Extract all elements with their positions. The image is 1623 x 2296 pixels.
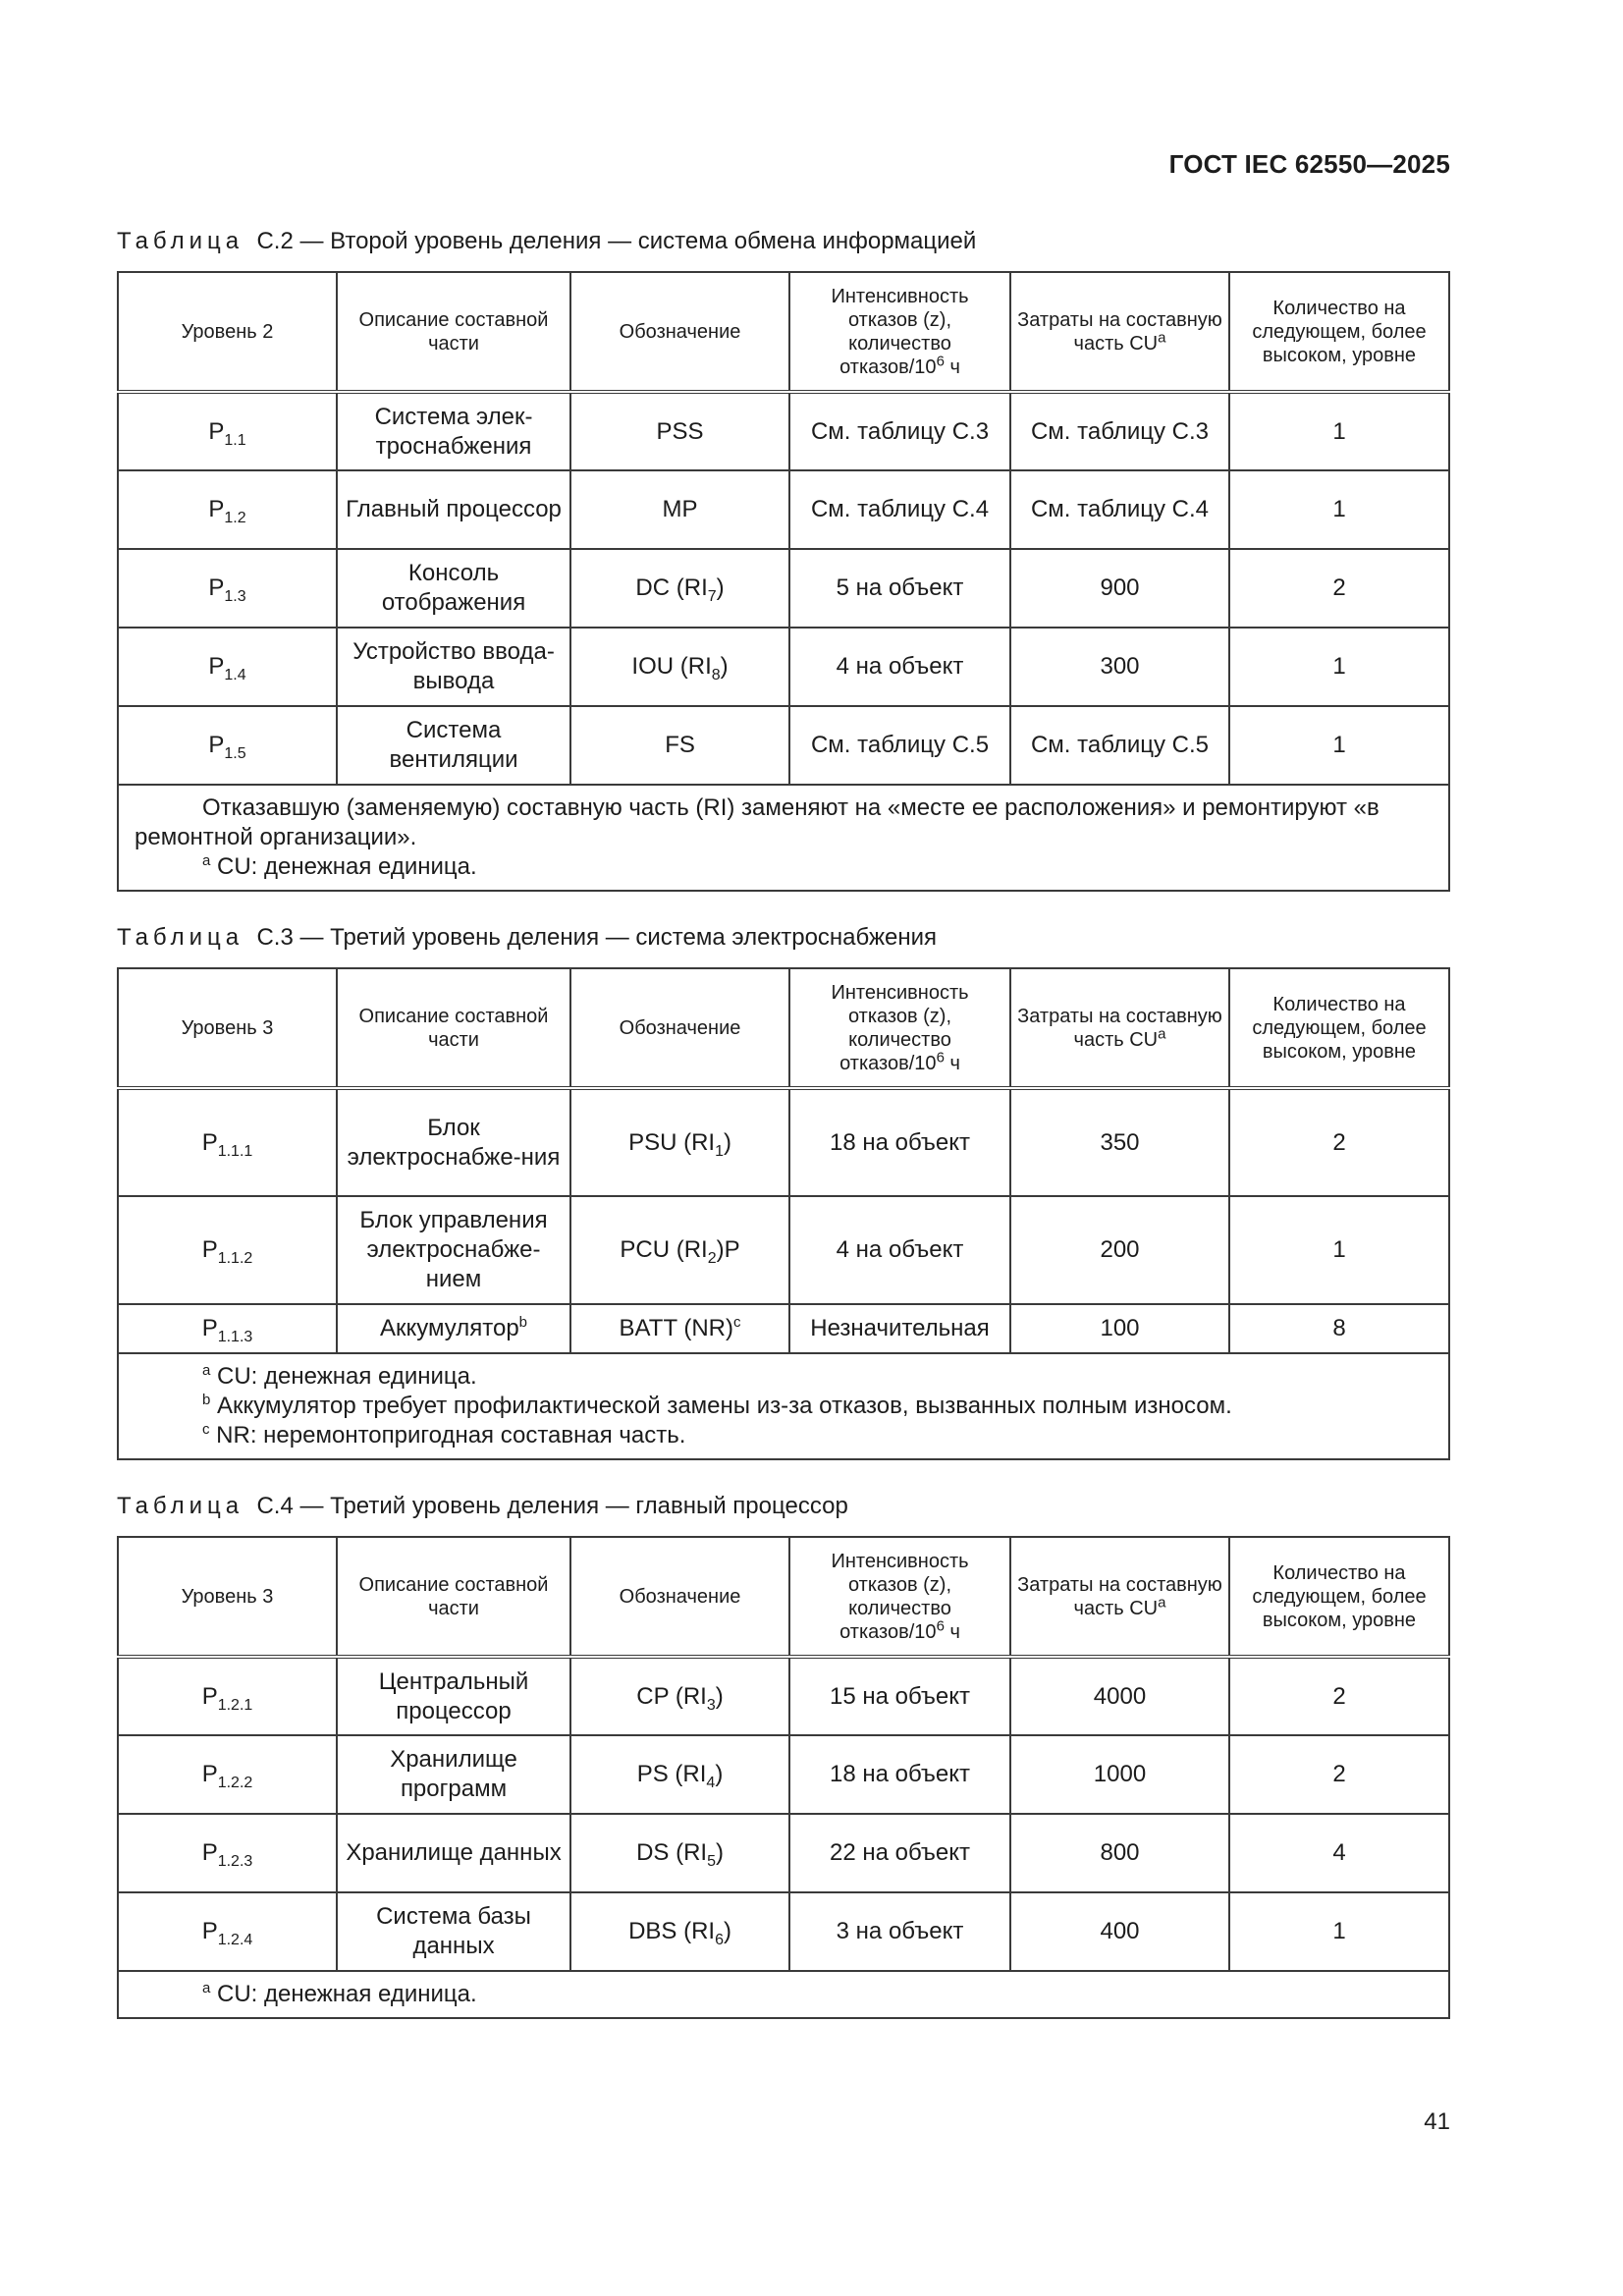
- cell-cost: 350: [1010, 1088, 1229, 1196]
- table-row: [118, 1088, 1449, 1196]
- cell-designation: [570, 1304, 789, 1353]
- footnote-text: CU: денежная единица.: [210, 1363, 477, 1390]
- header-description: Описание составной части: [337, 1537, 570, 1657]
- header-designation: Обозначение: [570, 968, 789, 1088]
- table-notes: [118, 1971, 1449, 2018]
- header-intensity-text: Интенсивность отказов (z), количество отказов/10: [831, 1550, 969, 1643]
- caption-text: C.4 — Третий уровень деления — главный процессор: [256, 1493, 848, 1519]
- designation-end: ): [723, 1918, 731, 1944]
- cell-intensity: См. таблицу C.5: [789, 706, 1010, 785]
- header-intensity-text: Интенсивность отказов (z), количество отказов/10: [831, 981, 969, 1074]
- table-c4-caption: [117, 1493, 848, 1520]
- cell-quantity: 1: [1229, 392, 1449, 470]
- designation-text: PCU (RI: [620, 1236, 708, 1263]
- table-row: [118, 1892, 1449, 1971]
- designation-subscript: 7: [707, 587, 717, 605]
- designation-text: PS (RI: [636, 1761, 707, 1787]
- cell-description: Блок электроснабже-ния: [337, 1088, 570, 1196]
- caption-text: C.3 — Третий уровень деления — система электроснабжения: [256, 924, 938, 951]
- level-letter: P: [201, 1839, 218, 1866]
- table-header-row: [118, 968, 1449, 1088]
- cell-level: [118, 1088, 337, 1196]
- cell-quantity: 1: [1229, 706, 1449, 785]
- cell-description: Блок управления электроснабже-нием: [337, 1196, 570, 1304]
- level-subscript: 1.5: [224, 744, 246, 762]
- table-note: Отказавшую (заменяемую) составную часть (RI) заменяют на «месте ее расположения» и ремонтируют «в ремонтной организации».: [135, 794, 1380, 850]
- cell-intensity: См. таблицу C.4: [789, 470, 1010, 549]
- designation-subscript: 6: [715, 1931, 724, 1948]
- table-row: [118, 628, 1449, 706]
- cell-designation: [570, 1892, 789, 1971]
- cell-level: [118, 1735, 337, 1814]
- header-level: Уровень 3: [118, 1537, 337, 1657]
- level-letter: P: [208, 732, 225, 758]
- header-description: Описание составной части: [337, 272, 570, 392]
- footnote-mark: c: [202, 1421, 210, 1438]
- cell-level: [118, 549, 337, 628]
- caption-text: C.2 — Второй уровень деления — система обмена информацией: [256, 228, 977, 254]
- cell-cost: 800: [1010, 1814, 1229, 1892]
- cell-designation: [570, 549, 789, 628]
- level-subscript: 1.2.2: [217, 1774, 253, 1791]
- header-intensity-exp: 6: [936, 352, 945, 369]
- cell-intensity: 4 на объект: [789, 628, 1010, 706]
- level-subscript: 1.1.3: [217, 1328, 253, 1345]
- designation-subscript: 5: [707, 1852, 716, 1870]
- cell-cost: 200: [1010, 1196, 1229, 1304]
- header-intensity-unit: ч: [944, 355, 960, 378]
- table-row: [118, 1196, 1449, 1304]
- level-letter: P: [201, 1761, 218, 1787]
- header-intensity: [789, 1537, 1010, 1657]
- level-subscript: 1.2.3: [217, 1852, 253, 1870]
- header-intensity: [789, 968, 1010, 1088]
- level-letter: P: [201, 1918, 218, 1944]
- designation-subscript: 3: [706, 1696, 716, 1714]
- header-intensity-exp: 6: [936, 1616, 945, 1634]
- footnote-text: NR: неремонтопригодная составная часть.: [209, 1422, 686, 1449]
- footnote-text: Аккумулятор требует профилактической замены из-за отказов, вызванных полным износом.: [210, 1393, 1232, 1419]
- table-header-row: [118, 1537, 1449, 1657]
- cell-cost: 400: [1010, 1892, 1229, 1971]
- level-letter: P: [208, 417, 225, 445]
- level-subscript: 1.1: [224, 431, 246, 449]
- header-intensity-unit: ч: [944, 1052, 960, 1074]
- table-notes-row: [118, 785, 1449, 891]
- table-row: [118, 706, 1449, 785]
- cell-designation: [570, 1196, 789, 1304]
- cell-description: Устройство ввода-вывода: [337, 628, 570, 706]
- designation-end: ): [715, 1839, 724, 1866]
- cell-description: Хранилище данных: [337, 1814, 570, 1892]
- level-letter: P: [208, 496, 225, 522]
- header-level: Уровень 3: [118, 968, 337, 1088]
- cell-quantity: 8: [1229, 1304, 1449, 1353]
- table-row: [118, 392, 1449, 470]
- cell-level: [118, 1196, 337, 1304]
- cell-designation: [570, 628, 789, 706]
- cell-level: [118, 706, 337, 785]
- footnote: [135, 1392, 1434, 1421]
- cell-quantity: 1: [1229, 628, 1449, 706]
- footnote-text: CU: денежная единица.: [210, 853, 477, 880]
- table-row: [118, 1657, 1449, 1735]
- designation-text: DBS (RI: [628, 1918, 716, 1944]
- designation-subscript: 1: [715, 1142, 724, 1160]
- level-letter: P: [201, 1128, 218, 1156]
- cell-designation: [570, 1088, 789, 1196]
- cell-cost: 300: [1010, 628, 1229, 706]
- footnote-mark: a: [202, 852, 211, 869]
- cell-quantity: 4: [1229, 1814, 1449, 1892]
- caption-word: Таблица: [117, 924, 244, 951]
- designation-end: )P: [716, 1236, 740, 1263]
- designation-subscript: 8: [711, 666, 721, 683]
- table-notes-row: [118, 1353, 1449, 1459]
- level-subscript: 1.2.1: [217, 1696, 253, 1714]
- footnote-mark: a: [202, 1980, 211, 1996]
- cell-level: [118, 1304, 337, 1353]
- level-letter: P: [201, 1315, 218, 1341]
- cell-designation: FS: [570, 706, 789, 785]
- cell-designation: [570, 1814, 789, 1892]
- cell-level: [118, 1892, 337, 1971]
- designation-subscript: 2: [707, 1249, 717, 1267]
- cell-designation: [570, 1657, 789, 1735]
- header-cost-text: Затраты на составную часть CU: [1017, 308, 1222, 355]
- cell-description: [337, 1304, 570, 1353]
- footnote: [135, 1362, 1434, 1392]
- designation-text: BATT (NR): [619, 1315, 733, 1341]
- designation-text: CP (RI: [636, 1682, 707, 1710]
- header-cost: [1010, 968, 1229, 1088]
- cell-level: [118, 1657, 337, 1735]
- table-notes-row: [118, 1971, 1449, 2018]
- description-footnote-mark: b: [518, 1314, 528, 1331]
- footnote-text: CU: денежная единица.: [210, 1981, 477, 2007]
- page-header: ГОСТ IEC 62550—2025: [1168, 149, 1450, 179]
- table-notes: [118, 1353, 1449, 1459]
- cell-intensity: См. таблицу C.3: [789, 392, 1010, 470]
- header-cost: [1010, 1537, 1229, 1657]
- cell-level: [118, 470, 337, 549]
- level-subscript: 1.3: [224, 587, 246, 605]
- header-intensity-unit: ч: [944, 1620, 960, 1643]
- level-letter: P: [208, 574, 225, 601]
- table-row: [118, 470, 1449, 549]
- cell-description: Система базы данных: [337, 1892, 570, 1971]
- level-letter: P: [208, 653, 225, 680]
- table-row: [118, 1735, 1449, 1814]
- header-level: Уровень 2: [118, 272, 337, 392]
- cell-intensity: Незначительная: [789, 1304, 1010, 1353]
- cell-quantity: 1: [1229, 470, 1449, 549]
- cell-intensity: 22 на объект: [789, 1814, 1010, 1892]
- table-c3: [117, 967, 1450, 1460]
- designation-text: IOU (RI: [631, 653, 712, 680]
- header-intensity-exp: 6: [936, 1048, 945, 1066]
- header-description: Описание составной части: [337, 968, 570, 1088]
- page-number: 41: [1424, 2108, 1450, 2135]
- designation-end: ): [716, 574, 725, 601]
- cell-quantity: 2: [1229, 1735, 1449, 1814]
- header-cost-sup: a: [1158, 1024, 1166, 1042]
- cell-intensity: 15 на объект: [789, 1657, 1010, 1735]
- description-text: Аккумулятор: [380, 1315, 519, 1341]
- header-cost-sup: a: [1158, 328, 1166, 346]
- caption-word: Таблица: [117, 228, 244, 254]
- cell-quantity: 2: [1229, 549, 1449, 628]
- cell-intensity: 3 на объект: [789, 1892, 1010, 1971]
- cell-level: [118, 392, 337, 470]
- header-cost: [1010, 272, 1229, 392]
- cell-cost: 100: [1010, 1304, 1229, 1353]
- cell-description: Хранилище программ: [337, 1735, 570, 1814]
- table-c3-caption: [117, 924, 937, 952]
- level-subscript: 1.1.1: [217, 1142, 253, 1160]
- level-subscript: 1.1.2: [217, 1249, 253, 1267]
- cell-description: Консоль отображения: [337, 549, 570, 628]
- cell-description: Главный процессор: [337, 470, 570, 549]
- designation-footnote-mark: c: [732, 1314, 741, 1331]
- cell-description: Система элек-троснабжения: [337, 392, 570, 470]
- header-intensity: [789, 272, 1010, 392]
- cell-quantity: 2: [1229, 1088, 1449, 1196]
- header-designation: Обозначение: [570, 272, 789, 392]
- cell-cost: 1000: [1010, 1735, 1229, 1814]
- cell-cost: См. таблицу C.3: [1010, 392, 1229, 470]
- footnote: [135, 852, 1434, 882]
- designation-text: DS (RI: [636, 1839, 708, 1866]
- designation-end: ): [715, 1761, 724, 1787]
- table-c2: [117, 271, 1450, 892]
- level-subscript: 1.2: [224, 509, 246, 526]
- header-intensity-text: Интенсивность отказов (z), количество отказов/10: [831, 285, 969, 378]
- table-header-row: [118, 272, 1449, 392]
- designation-subscript: 4: [706, 1774, 716, 1791]
- cell-intensity: 18 на объект: [789, 1735, 1010, 1814]
- designation-text: PSU (RI: [628, 1128, 716, 1156]
- designation-end: ): [720, 653, 729, 680]
- header-cost-text: Затраты на составную часть CU: [1017, 1005, 1222, 1051]
- cell-intensity: 4 на объект: [789, 1196, 1010, 1304]
- header-quantity: Количество на следующем, более высоком, уровне: [1229, 1537, 1449, 1657]
- footnote: [135, 1980, 1434, 2009]
- cell-cost: См. таблицу C.4: [1010, 470, 1229, 549]
- header-cost-text: Затраты на составную часть CU: [1017, 1573, 1222, 1619]
- cell-quantity: 1: [1229, 1892, 1449, 1971]
- table-row: [118, 549, 1449, 628]
- cell-description: Система вентиляции: [337, 706, 570, 785]
- cell-cost: 900: [1010, 549, 1229, 628]
- cell-level: [118, 1814, 337, 1892]
- table-c2-caption: [117, 228, 976, 255]
- cell-quantity: 2: [1229, 1657, 1449, 1735]
- designation-end: ): [723, 1128, 731, 1156]
- cell-description: Центральный процессор: [337, 1657, 570, 1735]
- cell-intensity: 5 на объект: [789, 549, 1010, 628]
- cell-quantity: 1: [1229, 1196, 1449, 1304]
- footnote: [135, 1421, 1434, 1450]
- table-row: [118, 1814, 1449, 1892]
- header-quantity: Количество на следующем, более высоком, уровне: [1229, 272, 1449, 392]
- header-quantity: Количество на следующем, более высоком, уровне: [1229, 968, 1449, 1088]
- caption-word: Таблица: [117, 1493, 244, 1519]
- designation-text: DC (RI: [635, 574, 708, 601]
- cell-level: [118, 628, 337, 706]
- cell-cost: См. таблицу C.5: [1010, 706, 1229, 785]
- table-row: [118, 1304, 1449, 1353]
- header-cost-sup: a: [1158, 1593, 1166, 1611]
- level-subscript: 1.2.4: [217, 1931, 253, 1948]
- cell-designation: [570, 1735, 789, 1814]
- level-subscript: 1.4: [224, 666, 246, 683]
- cell-designation: PSS: [570, 392, 789, 470]
- table-notes: [118, 785, 1449, 891]
- designation-end: ): [715, 1682, 724, 1710]
- footnote-mark: b: [202, 1392, 211, 1408]
- header-designation: Обозначение: [570, 1537, 789, 1657]
- cell-designation: MP: [570, 470, 789, 549]
- level-letter: P: [201, 1236, 218, 1263]
- cell-cost: 4000: [1010, 1657, 1229, 1735]
- cell-intensity: 18 на объект: [789, 1088, 1010, 1196]
- table-c4: [117, 1536, 1450, 2019]
- footnote-mark: a: [202, 1362, 211, 1379]
- level-letter: P: [201, 1682, 218, 1710]
